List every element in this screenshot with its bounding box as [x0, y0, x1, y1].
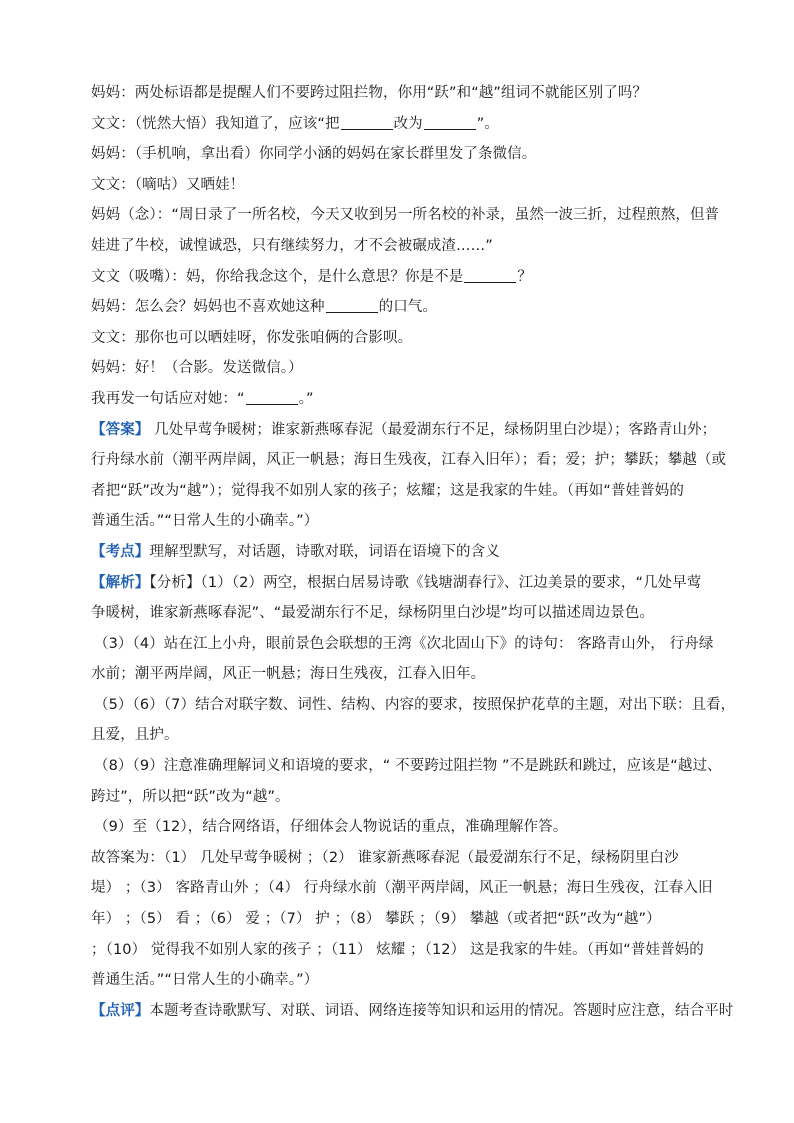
dialogue-text: 娃进了牛校，诚惶诚恐，只有继续努力，才不会被碾成渣……”	[91, 237, 493, 254]
jiexi-line-13: ；（10） 觉得我不如别人家的孩子 ；（11） 炫耀 ；（12） 这是我家的牛娃。（再如“普娃普妈的	[91, 941, 704, 958]
jiexi-line-1	[91, 568, 707, 599]
jiexi-first: 【分析】（1）（2）两空，根据白居易诗歌《钱塘湖春行》、江边美景的要求，“几处早莺	[149, 574, 702, 591]
dialogue-line	[91, 323, 707, 354]
jiexi-line-7: （8）（9）注意准确理解词义和语境的要求，“ 不要跨过阻拦物 ”不是跳跃和跳过，应该是“越过、	[94, 758, 722, 775]
jiexi-line-12: 年） ；（5） 看 ；（6） 爱 ；（7） 护 ；（8） 攀跃 ；（9） 攀越（或者把“跃”改为“越”）	[91, 911, 661, 928]
kaodian-line	[91, 537, 707, 568]
dialogue-text: 文文：（恍然大悟）我知道了，应该“把	[91, 115, 340, 132]
dialogue-line	[91, 170, 707, 201]
dialogue-text: 改为	[393, 115, 423, 132]
answer-line-2: 行舟绿水前（潮平两岸阔，风正一帆悬；海日生残夜，江春入旧年）；看；爱；护；攀跃；攀越（或	[91, 452, 727, 469]
dialogue-line	[91, 292, 707, 323]
fill-blank	[424, 114, 476, 130]
dialogue-text: 妈妈：怎么会？妈妈也不喜欢她这种	[91, 299, 325, 316]
jiexi-tag: 【解析】	[91, 574, 150, 591]
answer-text-1: 几处早莺争暖树；谁家新燕啄春泥（最爱湖东行不足，绿杨阴里白沙堤）；客路青山外；	[154, 421, 717, 438]
answer-line-3: 者把“跃”改为“越”）；觉得我不如别人家的孩子；炫耀；这是我家的牛娃。（再如“普娃普妈的	[91, 482, 684, 499]
jiexi-line-5: （5）（6）（7）结合对联字数、词性、结构、内容的要求，按照保护花草的主题，对出下联：且看，	[94, 696, 736, 713]
answer-line-1	[91, 415, 717, 446]
dialogue-line	[91, 109, 707, 140]
dialogue-text: 。”	[298, 390, 314, 407]
answer-line-4: 普通生活。”“日常人生的小确幸。”）	[91, 513, 319, 530]
jiexi-line-4: 水前；潮平两岸阔，风正一帆悬；海日生残夜，江春入旧年。	[91, 666, 486, 683]
fill-blank	[464, 267, 516, 283]
fill-blank	[326, 297, 378, 313]
jiexi-line-8: 跨过”，所以把“跃”改为“越”。	[91, 788, 290, 805]
kaodian-tag: 【考点】	[91, 543, 150, 560]
dialogue-text: 文文（吸嘴）：妈，你给我念这个，是什么意思？你是不是	[91, 268, 464, 285]
fill-blank	[246, 389, 298, 405]
dialogue-text: ”。	[476, 115, 499, 132]
jiexi-line-6: 且爱，且护。	[91, 727, 179, 744]
dialogue-line	[91, 200, 720, 231]
dialogue-text: 妈妈：（手机响，拿出看）你同学小涵的妈妈在家长群里发了条微信。	[91, 146, 537, 163]
jiexi-line-10: 故答案为：（1） 几处早莺争暖树 ；（2） 谁家新燕啄春泥（最爱湖东行不足，绿杨阴里白沙	[91, 849, 679, 866]
dianping-line	[91, 996, 734, 1027]
dialogue-text: ？	[517, 268, 532, 285]
dialogue-text: 妈妈：好！（合影。发送微信。）	[91, 360, 303, 377]
jiexi-line-2: 争暖树，谁家新燕啄春泥”、“最爱湖东行不足，绿杨阴里白沙堤”均可以描述周边景色。	[91, 605, 655, 622]
jiexi-line-3: （3）（4）站在江上小舟，眼前景色会联想的王湾《次北固山下》的诗句： 客路青山外， 行舟绿	[94, 635, 714, 652]
document-body	[91, 78, 736, 1026]
fill-blank	[341, 114, 393, 130]
jiexi-line-9: （9）至（12），结合网络语，仔细体会人物说话的重点，准确理解作答。	[94, 819, 568, 836]
dialogue-line	[91, 353, 707, 384]
dialogue-text: 文文：那你也可以晒娃呀，你发张咱俩的合影呗。	[91, 329, 413, 346]
jiexi-line-11: 堤） ；（3） 客路青山外 ；（4） 行舟绿水前（潮平两岸阔，风正一帆悬；海日生残夜，江春入旧	[91, 880, 713, 897]
answer-tag: 【答案】	[91, 421, 150, 438]
dialogue-text: 妈妈：两处标语都是提醒人们不要跨过阻拦物，你用“跃”和“越”组词不就能区别了吗？	[91, 85, 648, 101]
dialogue-line	[91, 231, 707, 262]
dialogue-line	[91, 384, 707, 415]
dialogue-text: 妈妈（念）：“周日录了一所名校，今天又收到另一所名校的补录，虽然一波三折，过程煎熬，但普	[91, 207, 720, 224]
dialogue-text: 的口气。	[378, 299, 438, 316]
dianping-text: 本题考查诗歌默写、对联、词语、网络连接等知识和运用的情况。答题时应注意，结合平时	[149, 1002, 734, 1019]
kaodian-text: 理解型默写，对话题，诗歌对联，词语在语境下的含义	[149, 543, 500, 560]
dialogue-section	[91, 78, 720, 415]
dialogue-text: 我再发一句话应对她：“	[91, 390, 245, 407]
dianping-tag: 【点评】	[91, 1002, 150, 1019]
dialogue-line	[91, 78, 707, 109]
dialogue-line	[91, 139, 707, 170]
dialogue-line	[91, 262, 707, 293]
dialogue-text: 文文：（嘀咕）又晒娃！	[91, 176, 245, 193]
jiexi-line-14: 普通生活。”“日常人生的小确幸。”）	[91, 972, 319, 989]
